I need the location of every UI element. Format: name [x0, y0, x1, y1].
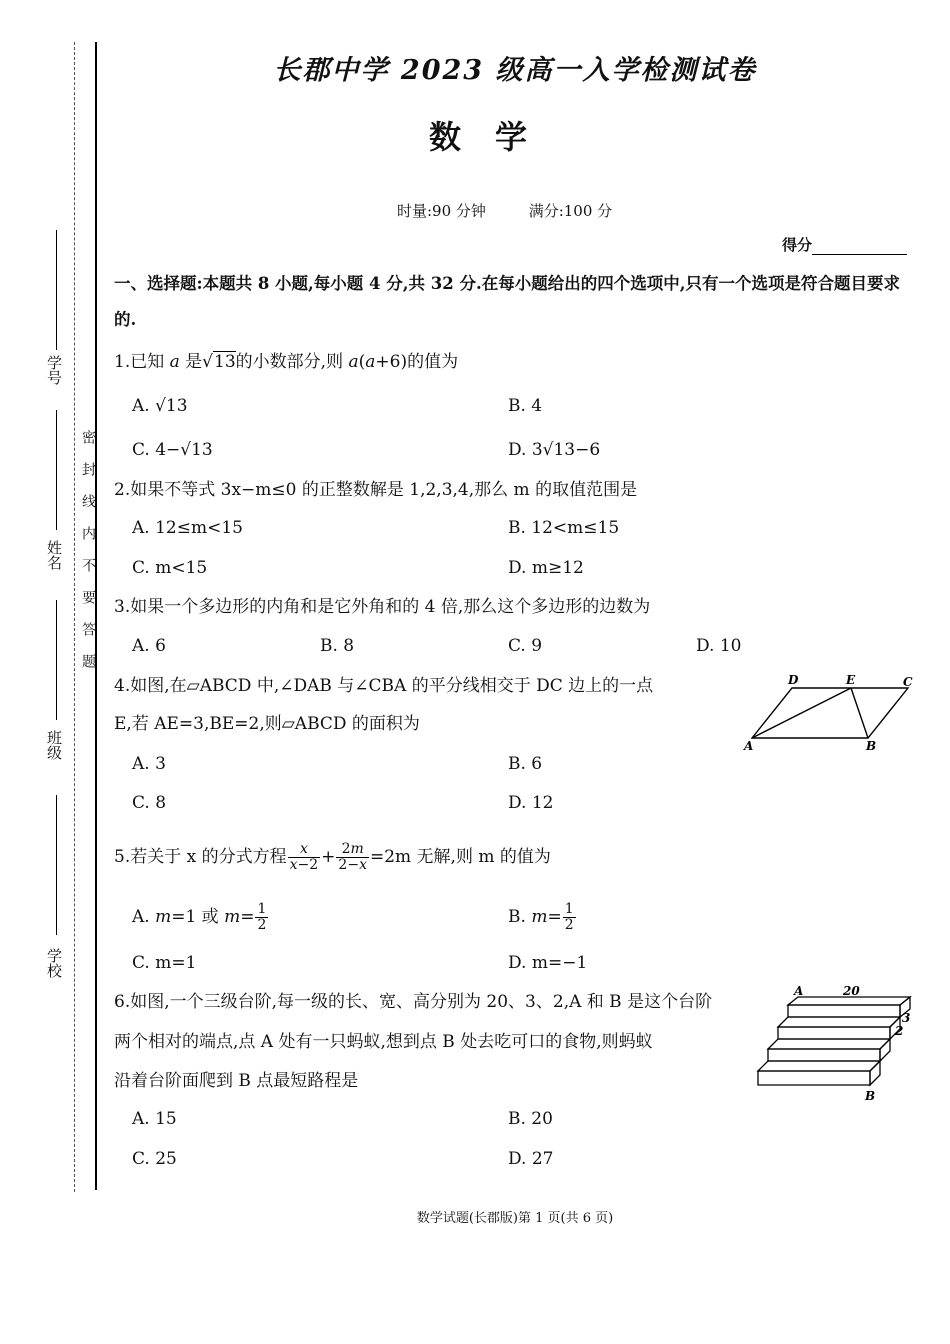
school-line	[56, 795, 57, 935]
staircase-drawing	[758, 997, 910, 1085]
label-b: B	[866, 739, 877, 753]
question-1-option-c: C. 4−√13	[132, 440, 213, 460]
question-3-stem: 3.如果一个多边形的内角和是它外角和的 4 倍,那么这个多边形的边数为	[114, 597, 651, 617]
question-6-option-a: A. 15	[132, 1109, 177, 1129]
parallelogram-figure	[740, 670, 920, 755]
label-length-20: 20	[843, 985, 860, 998]
question-2-stem: 2.如果不等式 3x−m≤0 的正整数解是 1,2,3,4,那么 m 的取值范围是	[114, 480, 638, 500]
dashed-cut-line	[74, 42, 75, 1192]
label-d: D	[788, 673, 799, 687]
question-4-option-c: C. 8	[132, 793, 167, 813]
student-id-line	[56, 230, 57, 350]
question-4-stem-line1: 4.如图,在▱ABCD 中,∠DAB 与∠CBA 的平分线相交于 DC 边上的一点	[114, 676, 654, 696]
section-heading: 一、选择题:本题共 8 小题,每小题 4 分,共 32 分.在每小题给出的四个选项中,只有一个选项是符合题目要求的.	[114, 274, 900, 329]
question-6-option-b: B. 20	[508, 1109, 553, 1129]
score-label: 得分	[782, 236, 813, 254]
question-5-option-b: B. m= $\frac{1}{2}$	[508, 901, 574, 933]
question-5-prefix: 5.若关于 x 的分式方程	[114, 847, 287, 867]
question-5-option-a: A. m=1 或 m= $\frac{1}{2}$	[132, 901, 267, 933]
question-4-option-b: B. 6	[508, 754, 543, 774]
name-label: 姓名	[45, 540, 63, 570]
question-5-option-c: C. m=1	[132, 953, 197, 973]
question-5-stem: 5.若关于 x 的分式方程 $\frac{x}{x-2}$ + $\frac{2m}{2-x}$ =2m 无解,则 m 的值为	[114, 841, 551, 873]
fraction-2m-over-2-minus-x: $\frac{2m}{2-x}$	[338, 841, 367, 873]
question-4-option-a: A. 3	[132, 754, 166, 774]
label-height-2: 2	[895, 1024, 904, 1038]
page-footer: 数学试题(长郡版)第 1 页(共 6 页)	[416, 1211, 614, 1226]
segment-be	[851, 688, 868, 738]
question-2-option-b: B. 12<m≤15	[508, 518, 620, 538]
exam-meta	[397, 200, 650, 221]
binding-margin	[0, 0, 100, 1200]
question-4-option-d: D. 12	[508, 793, 554, 813]
score-box	[782, 234, 907, 255]
question-1-option-b: B. 4	[508, 396, 543, 416]
question-6-stem-line3: 沿着台阶面爬到 B 点最短路程是	[114, 1071, 359, 1091]
question-3-option-b: B. 8	[320, 636, 355, 656]
label-a: A	[744, 739, 754, 753]
class-line	[56, 600, 57, 720]
label-width-3: 3	[902, 1011, 911, 1025]
label-c: C	[903, 675, 913, 689]
question-6-option-d: D. 27	[508, 1149, 554, 1169]
question-3-option-d: D. 10	[696, 636, 742, 656]
question-1-number: 1.	[114, 352, 131, 372]
question-2-option-d: D. m≥12	[508, 558, 584, 578]
class-label: 班级	[45, 730, 63, 760]
label-e: E	[846, 673, 856, 687]
question-3-option-c: C. 9	[508, 636, 543, 656]
question-4-stem-line2: E,若 AE=3,BE=2,则▱ABCD 的面积为	[114, 714, 420, 734]
label-b: B	[865, 1089, 876, 1103]
fraction-x-over-x-minus-2: $\frac{x}{x-2}$	[289, 841, 319, 873]
question-2-option-c: C. m<15	[132, 558, 208, 578]
question-3-option-a: A. 6	[132, 636, 166, 656]
question-1-stem: 1.已知 a 是√13的小数部分,则 a(a+6)的值为	[114, 352, 459, 372]
segment-ae	[752, 688, 851, 738]
exam-title: 长郡中学 2023 级高一入学检测试卷	[273, 55, 757, 86]
school-label: 学校	[45, 948, 63, 978]
subject-title: 数学	[428, 118, 561, 156]
question-6-stem-line1: 6.如图,一个三级台阶,每一级的长、宽、高分别为 20、3、2,A 和 B 是这个台阶	[114, 992, 713, 1012]
question-1-option-a: A. √13	[132, 396, 188, 416]
seal-notice: 密封线内不要答题	[80, 430, 96, 686]
question-6-stem-line2: 两个相对的端点,点 A 处有一只蚂蚁,想到点 B 处去吃可口的食物,则蚂蚁	[114, 1032, 653, 1052]
staircase-figure	[750, 985, 925, 1105]
parallelogram-abcd	[752, 688, 908, 738]
question-5-suffix: =2m 无解,则 m 的值为	[369, 847, 551, 867]
name-line	[56, 410, 57, 530]
label-a: A	[794, 985, 804, 998]
score-blank	[812, 240, 907, 255]
full-score: 满分:100 分	[528, 202, 613, 220]
question-1-option-d: D. 3√13−6	[508, 440, 601, 460]
question-6-option-c: C. 25	[132, 1149, 177, 1169]
time-limit: 时量:90 分钟	[397, 202, 486, 220]
question-2-option-a: A. 12≤m<15	[132, 518, 243, 538]
student-id-label: 学号	[45, 355, 63, 385]
question-5-option-d: D. m=−1	[508, 953, 588, 973]
